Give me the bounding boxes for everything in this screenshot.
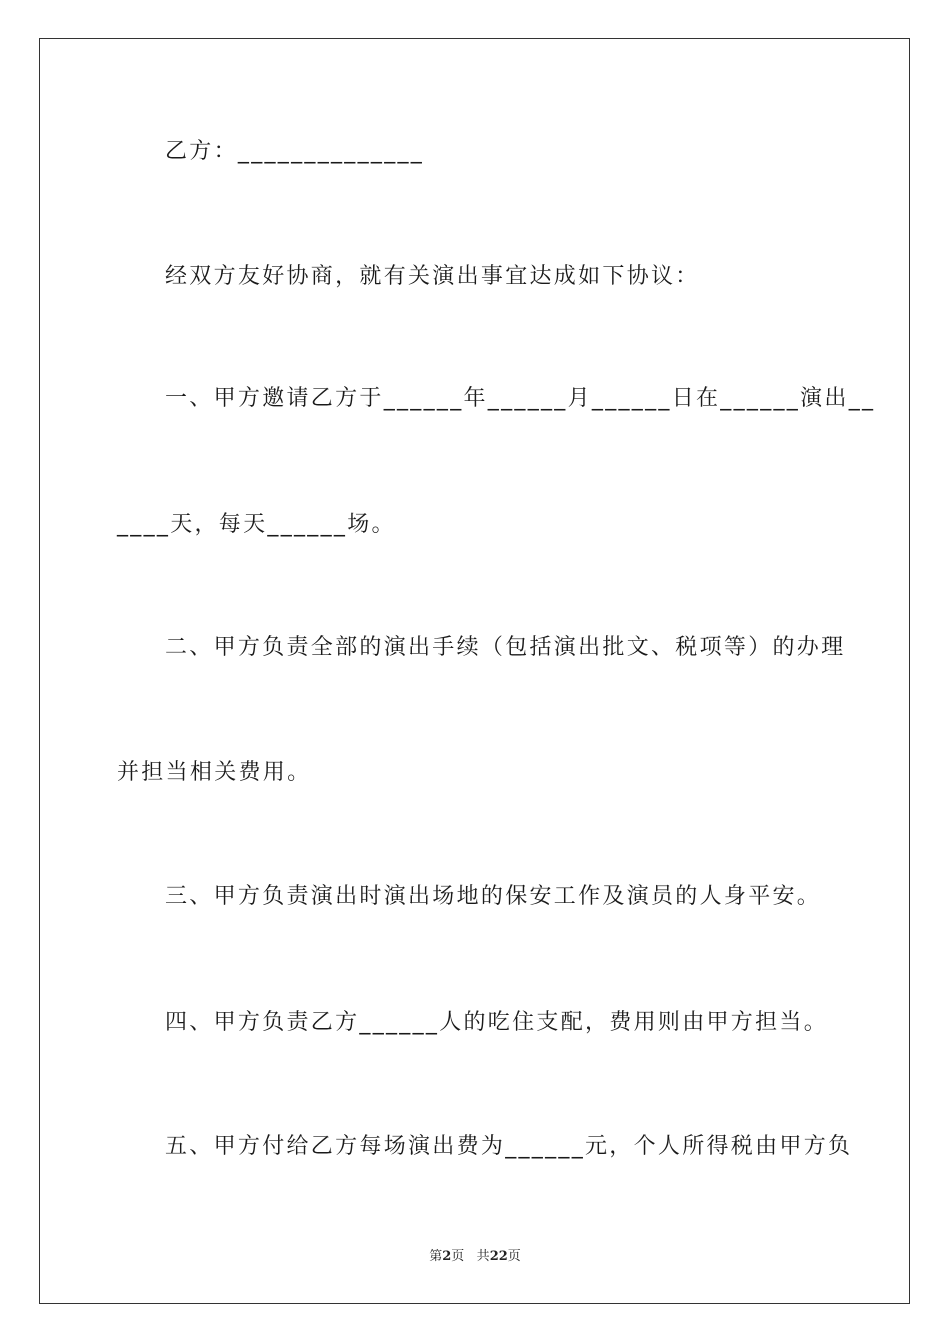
clause-1-line-2: ____天，每天______场。 [117, 512, 396, 537]
footer-total-prefix: 共 [476, 1249, 490, 1264]
clause-2-line-1: 二、甲方负责全部的演出手续（包括演出批文、税项等）的办理 [165, 635, 846, 660]
clause-1-line-1: 一、甲方邀请乙方于______年______月______日在______演出__ [165, 386, 876, 411]
clause-5-line-1: 五、甲方付给乙方每场演出费为______元，个人所得税由甲方负 [165, 1134, 853, 1159]
footer-page-prefix: 第 [429, 1249, 443, 1264]
footer-total-suffix: 页 [507, 1249, 521, 1264]
footer-page-suffix: 页 [451, 1249, 465, 1264]
clause-4-line: 四、甲方负责乙方______人的吃住支配，费用则由甲方担当。 [165, 1010, 829, 1035]
clause-3-line: 三、甲方负责演出时演出场地的保安工作及演员的人身平安。 [165, 884, 822, 909]
clause-2-line-2: 并担当相关费用。 [117, 760, 312, 785]
footer-total-pages: 22 [489, 1249, 508, 1264]
intro-paragraph: 经双方友好协商，就有关演出事宜达成如下协议： [165, 264, 700, 289]
page-border [39, 38, 910, 1304]
footer-page-number: 2 [442, 1249, 452, 1264]
party-b-line: 乙方：______________ [165, 139, 425, 164]
page-footer [0, 1248, 950, 1266]
